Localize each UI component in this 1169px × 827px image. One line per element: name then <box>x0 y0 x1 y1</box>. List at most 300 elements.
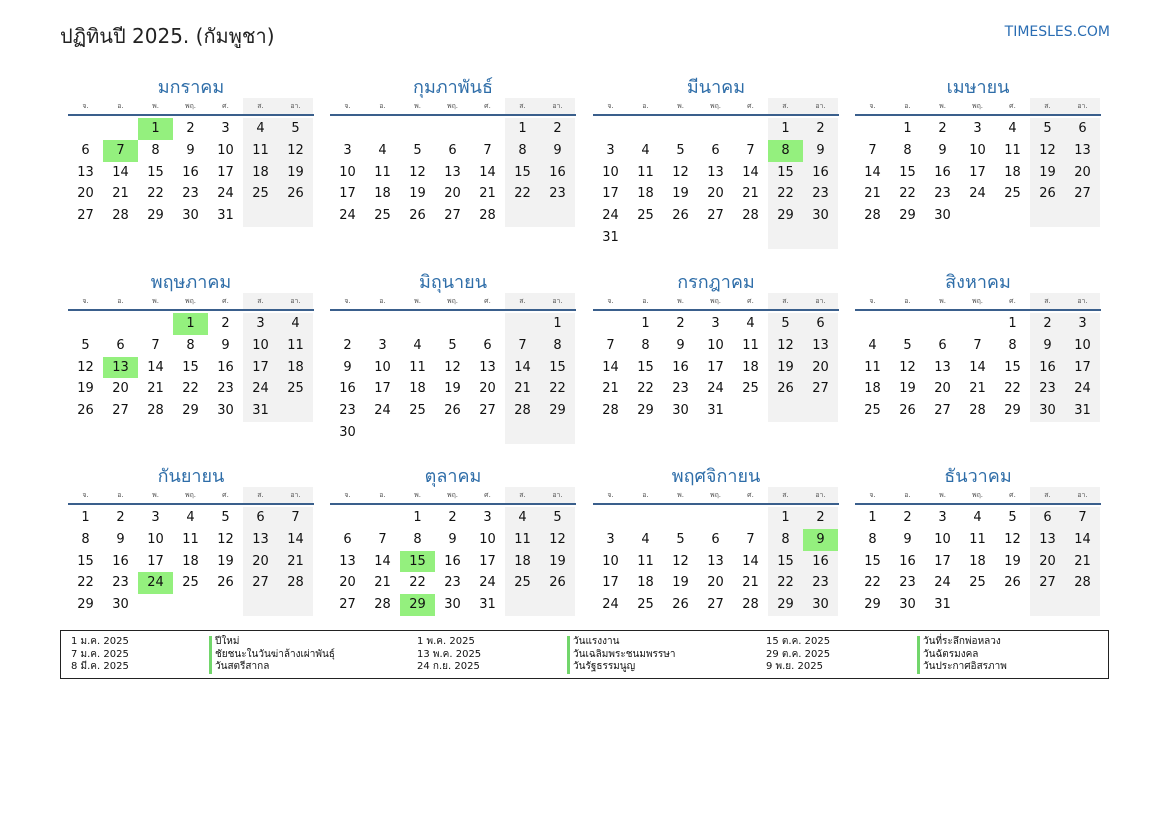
day-cell: 9 <box>803 140 838 162</box>
legend-date: 9 พ.ย. 2025 <box>766 661 823 672</box>
day-cell: 4 <box>746 316 755 331</box>
weekday-header <box>68 487 314 505</box>
day-cell: 25 <box>1004 186 1021 202</box>
weekday-label: ศ. <box>747 491 754 499</box>
day-cell: 18 <box>637 575 654 591</box>
day-cell: 11 <box>243 140 278 162</box>
empty-cell <box>995 205 1030 227</box>
day-cell: 26 <box>899 403 916 419</box>
weekday-label: อา. <box>803 293 838 309</box>
month-block <box>593 461 839 616</box>
day-cell: 10 <box>147 531 164 547</box>
weekday-label: อ. <box>642 297 649 305</box>
day-cell: 5 <box>903 337 912 353</box>
empty-cell <box>733 400 768 422</box>
day-cell: 3 <box>606 531 615 547</box>
empty-cell <box>330 313 365 335</box>
weekday-label: ศ. <box>222 491 229 499</box>
day-cell: 13 <box>243 529 278 551</box>
weekday-label: พ. <box>677 102 684 110</box>
day-cell: 12 <box>444 359 461 375</box>
holiday-day-cell: 7 <box>103 140 138 162</box>
month-block <box>330 461 576 616</box>
day-cell: 4 <box>243 118 278 140</box>
day-cell: 6 <box>343 531 352 547</box>
day-cell: 23 <box>444 575 461 591</box>
day-cell: 4 <box>1008 121 1017 136</box>
day-cell: 2 <box>343 337 352 353</box>
day-cell: 6 <box>483 337 492 353</box>
day-cell: 14 <box>147 359 164 375</box>
empty-cell <box>890 313 925 335</box>
day-cell: 13 <box>707 553 724 569</box>
weekday-label: ศ. <box>222 102 229 110</box>
day-cell: 15 <box>77 553 94 569</box>
empty-cell <box>855 313 890 335</box>
weekday-label: อ. <box>117 297 124 305</box>
day-cell: 26 <box>672 208 689 224</box>
weekday-label: พฤ. <box>971 297 984 305</box>
day-cell: 11 <box>182 531 199 547</box>
weekday-label: พ. <box>152 297 159 305</box>
day-cell: 8 <box>868 531 877 547</box>
day-cell: 23 <box>803 183 838 205</box>
weekday-label: จ. <box>607 297 614 305</box>
day-cell: 8 <box>768 529 803 551</box>
day-cell: 21 <box>602 381 619 397</box>
day-cell: 19 <box>672 186 689 202</box>
day-cell: 2 <box>676 316 685 331</box>
day-cell: 1 <box>868 510 877 525</box>
empty-cell <box>768 400 803 422</box>
day-cell: 21 <box>505 378 540 400</box>
empty-cell <box>960 594 995 616</box>
day-cell: 17 <box>339 186 356 202</box>
weekday-label: อ. <box>904 491 911 499</box>
weekday-label: ศ. <box>484 491 491 499</box>
day-cell: 14 <box>602 359 619 375</box>
empty-cell <box>663 507 698 529</box>
day-cell: 12 <box>278 140 313 162</box>
day-cell: 29 <box>77 597 94 613</box>
day-cell: 4 <box>186 510 195 525</box>
day-cell: 11 <box>637 553 654 569</box>
day-cell: 27 <box>934 403 951 419</box>
day-cell: 22 <box>77 575 94 591</box>
day-cell: 3 <box>973 121 982 136</box>
empty-cell <box>138 594 173 616</box>
day-cell: 6 <box>803 313 838 335</box>
day-cell: 27 <box>1065 183 1100 205</box>
weekday-label: จ. <box>82 102 89 110</box>
day-cell: 17 <box>217 164 234 180</box>
day-cell: 22 <box>540 378 575 400</box>
day-cell: 18 <box>742 359 759 375</box>
empty-cell <box>68 118 103 140</box>
day-cell: 13 <box>77 164 94 180</box>
weekday-label: อา. <box>540 293 575 309</box>
empty-cell <box>505 313 540 335</box>
empty-cell <box>593 507 628 529</box>
day-cell: 23 <box>672 381 689 397</box>
day-cell: 7 <box>483 142 492 158</box>
day-cell: 30 <box>934 208 951 224</box>
month-name: ตุลาคม <box>424 466 482 487</box>
legend-name: วันเฉลิมพระชนมพรรษา <box>567 649 676 662</box>
month-block <box>68 267 314 422</box>
month-name: ธันวาคม <box>944 466 1012 487</box>
empty-cell <box>400 313 435 335</box>
day-cell: 14 <box>278 529 313 551</box>
day-cell: 24 <box>707 381 724 397</box>
day-cell: 4 <box>413 337 422 353</box>
day-cell: 8 <box>151 142 160 158</box>
day-cell: 21 <box>864 186 881 202</box>
weekday-label: อ. <box>379 297 386 305</box>
holiday-legend <box>60 630 1109 679</box>
day-cell: 20 <box>707 186 724 202</box>
month-name: พฤศจิกายน <box>671 466 761 487</box>
weekday-label: พ. <box>414 491 421 499</box>
legend-date: 8 มี.ค. 2025 <box>71 661 129 672</box>
weekday-label: ส. <box>768 98 803 114</box>
day-cell: 28 <box>278 572 313 594</box>
empty-cell <box>400 422 435 444</box>
day-cell: 6 <box>711 531 720 547</box>
day-cell: 27 <box>77 208 94 224</box>
day-cell: 19 <box>444 381 461 397</box>
day-cell: 12 <box>899 359 916 375</box>
day-cell: 20 <box>444 186 461 202</box>
day-cell: 2 <box>938 121 947 136</box>
day-cell: 2 <box>803 507 838 529</box>
month-name: กรกฎาคม <box>677 272 755 293</box>
day-cell: 12 <box>1030 140 1065 162</box>
weekday-label: จ. <box>869 491 876 499</box>
day-cell: 8 <box>1008 337 1017 353</box>
day-cell: 12 <box>768 335 803 357</box>
empty-cell <box>768 227 803 249</box>
day-cell: 15 <box>899 164 916 180</box>
legend-date: 1 ม.ค. 2025 <box>71 636 129 647</box>
legend-names-col-1 <box>209 636 335 674</box>
day-cell: 16 <box>1030 357 1065 379</box>
day-cell: 23 <box>540 183 575 205</box>
weekday-label: ศ. <box>1009 102 1016 110</box>
empty-cell <box>435 422 470 444</box>
day-cell: 29 <box>1004 403 1021 419</box>
day-cell: 12 <box>409 164 426 180</box>
day-cell: 10 <box>339 164 356 180</box>
empty-cell <box>698 507 733 529</box>
day-cell: 6 <box>1065 118 1100 140</box>
day-cell: 9 <box>343 359 352 375</box>
page-title: ปฏิทินปี 2025. (กัมพูชา) <box>60 24 275 48</box>
day-cell: 23 <box>1030 378 1065 400</box>
day-cell: 21 <box>969 381 986 397</box>
legend-names-col-3 <box>917 636 1007 674</box>
day-cell: 11 <box>409 359 426 375</box>
holiday-day-cell: 24 <box>138 572 173 594</box>
day-cell: 1 <box>505 118 540 140</box>
legend-name: วันประกาศอิสรภาพ <box>917 661 1007 674</box>
day-cell: 13 <box>479 359 496 375</box>
month-block <box>68 72 314 227</box>
day-cell: 17 <box>602 575 619 591</box>
empty-cell <box>995 594 1030 616</box>
day-cell: 29 <box>182 403 199 419</box>
legend-date: 1 พ.ค. 2025 <box>417 636 475 647</box>
empty-cell <box>173 594 208 616</box>
day-cell: 6 <box>116 337 125 353</box>
empty-cell <box>505 594 540 616</box>
day-cell: 9 <box>1030 335 1065 357</box>
day-cell: 24 <box>934 575 951 591</box>
day-cell: 22 <box>864 575 881 591</box>
day-cell: 5 <box>448 337 457 353</box>
empty-cell <box>435 313 470 335</box>
site-link[interactable]: TIMESLES.COM <box>1004 24 1110 40</box>
day-cell: 16 <box>934 164 951 180</box>
day-cell: 13 <box>339 553 356 569</box>
day-cell: 17 <box>374 381 391 397</box>
day-cell: 2 <box>116 510 125 525</box>
day-cell: 29 <box>768 205 803 227</box>
day-cell: 11 <box>864 359 881 375</box>
holiday-day-cell: 29 <box>400 594 435 616</box>
day-cell: 9 <box>448 531 457 547</box>
day-cell: 15 <box>182 359 199 375</box>
weekday-label: พฤ. <box>184 491 197 499</box>
day-cell: 20 <box>803 357 838 379</box>
day-cell: 7 <box>746 142 755 158</box>
weekday-label: พ. <box>677 491 684 499</box>
weekday-label: อา. <box>278 293 313 309</box>
weekday-label: อา. <box>803 98 838 114</box>
weekday-label: พ. <box>414 297 421 305</box>
day-cell: 12 <box>77 359 94 375</box>
weekday-label: ส. <box>243 98 278 114</box>
day-cell: 10 <box>1065 335 1100 357</box>
day-cell: 14 <box>505 357 540 379</box>
day-cell: 19 <box>1004 553 1021 569</box>
empty-cell <box>470 118 505 140</box>
days-grid <box>593 313 838 422</box>
weekday-label: พฤ. <box>184 297 197 305</box>
weekday-header <box>855 487 1101 505</box>
day-cell: 29 <box>637 403 654 419</box>
day-cell: 14 <box>742 553 759 569</box>
weekday-label: อ. <box>904 297 911 305</box>
day-cell: 11 <box>969 531 986 547</box>
weekday-label: จ. <box>82 297 89 305</box>
day-cell: 20 <box>934 381 951 397</box>
day-cell: 13 <box>1030 529 1065 551</box>
day-cell: 26 <box>540 572 575 594</box>
day-cell: 22 <box>768 183 803 205</box>
weekday-label: อ. <box>379 102 386 110</box>
weekday-label: อ. <box>379 491 386 499</box>
empty-cell <box>1030 594 1065 616</box>
legend-date: 29 ต.ค. 2025 <box>766 648 831 660</box>
day-cell: 4 <box>868 337 877 353</box>
day-cell: 3 <box>711 316 720 331</box>
empty-cell <box>278 205 313 227</box>
day-cell: 15 <box>147 164 164 180</box>
weekday-label: อ. <box>117 491 124 499</box>
day-cell: 2 <box>540 118 575 140</box>
empty-cell <box>505 422 540 444</box>
empty-cell <box>733 507 768 529</box>
weekday-label: พฤ. <box>971 491 984 499</box>
day-cell: 12 <box>217 531 234 547</box>
day-cell: 24 <box>479 575 496 591</box>
day-cell: 20 <box>77 186 94 202</box>
day-cell: 16 <box>672 359 689 375</box>
empty-cell <box>330 507 365 529</box>
legend-name: วันแรงงาน <box>567 636 676 649</box>
day-cell: 8 <box>540 335 575 357</box>
weekday-label: ส. <box>768 293 803 309</box>
empty-cell <box>663 227 698 249</box>
month-name: มกราคม <box>157 77 225 98</box>
day-cell: 28 <box>969 403 986 419</box>
day-cell: 28 <box>479 208 496 224</box>
day-cell: 31 <box>479 597 496 613</box>
weekday-label: พ. <box>939 297 946 305</box>
legend-date: 15 ต.ค. 2025 <box>766 636 831 647</box>
day-cell: 16 <box>803 162 838 184</box>
day-cell: 30 <box>803 594 838 616</box>
day-cell: 30 <box>899 597 916 613</box>
empty-cell <box>593 118 628 140</box>
day-cell: 5 <box>540 507 575 529</box>
day-cell: 31 <box>602 229 619 245</box>
day-cell: 5 <box>1030 118 1065 140</box>
day-cell: 7 <box>973 337 982 353</box>
day-cell: 22 <box>147 186 164 202</box>
weekday-label: จ. <box>607 491 614 499</box>
day-cell: 6 <box>81 142 90 158</box>
day-cell: 19 <box>217 553 234 569</box>
weekday-label: พ. <box>152 102 159 110</box>
day-cell: 27 <box>112 403 129 419</box>
day-cell: 13 <box>934 359 951 375</box>
empty-cell <box>593 313 628 335</box>
day-cell: 30 <box>1030 400 1065 422</box>
day-cell: 18 <box>409 381 426 397</box>
day-cell: 16 <box>217 359 234 375</box>
day-cell: 1 <box>413 510 422 525</box>
weekday-label: พ. <box>152 491 159 499</box>
day-cell: 7 <box>746 531 755 547</box>
day-cell: 22 <box>505 183 540 205</box>
weekday-label: ส. <box>243 487 278 503</box>
weekday-label: พฤ. <box>709 297 722 305</box>
day-cell: 17 <box>243 357 278 379</box>
legend-dates-col-2 <box>417 636 481 674</box>
day-cell: 30 <box>803 205 838 227</box>
legend-name: ปีใหม่ <box>209 636 335 649</box>
weekday-label: พ. <box>677 297 684 305</box>
day-cell: 18 <box>182 553 199 569</box>
day-cell: 19 <box>278 162 313 184</box>
day-cell: 25 <box>243 183 278 205</box>
day-cell: 31 <box>934 597 951 613</box>
legend-date: 7 ม.ค. 2025 <box>71 648 129 660</box>
weekday-label: ส. <box>505 98 540 114</box>
holiday-day-cell: 9 <box>803 529 838 551</box>
weekday-header <box>593 98 839 116</box>
weekday-header <box>330 98 576 116</box>
month-name: มีนาคม <box>686 77 746 98</box>
day-cell: 29 <box>147 208 164 224</box>
day-cell: 24 <box>1065 378 1100 400</box>
day-cell: 19 <box>409 186 426 202</box>
day-cell: 6 <box>938 337 947 353</box>
empty-cell <box>278 400 313 422</box>
legend-name: ชัยชนะในวันฆ่าล้างเผ่าพันธุ์ <box>209 649 335 662</box>
legend-dates-col-3 <box>766 636 830 674</box>
day-cell: 13 <box>444 164 461 180</box>
weekday-label: ศ. <box>747 297 754 305</box>
day-cell: 5 <box>1008 510 1017 525</box>
legend-name: วันฉัตรมงคล <box>917 649 1007 662</box>
weekday-label: อา. <box>540 487 575 503</box>
day-cell: 20 <box>112 381 129 397</box>
day-cell: 24 <box>602 208 619 224</box>
day-cell: 24 <box>339 208 356 224</box>
day-cell: 24 <box>969 186 986 202</box>
empty-cell <box>698 227 733 249</box>
legend-name: วันที่ระลึกพ่อหลวง <box>917 636 1007 649</box>
weekday-header <box>330 487 576 505</box>
day-cell: 12 <box>672 553 689 569</box>
empty-cell <box>663 118 698 140</box>
day-cell: 16 <box>112 553 129 569</box>
day-cell: 25 <box>505 572 540 594</box>
empty-cell <box>540 205 575 227</box>
weekday-label: อา. <box>1065 293 1100 309</box>
month-name: มิถุนายน <box>418 272 488 293</box>
day-cell: 14 <box>864 164 881 180</box>
weekday-label: จ. <box>869 102 876 110</box>
day-cell: 14 <box>112 164 129 180</box>
weekday-label: อ. <box>904 102 911 110</box>
day-cell: 11 <box>374 164 391 180</box>
weekday-label: พฤ. <box>709 491 722 499</box>
weekday-label: จ. <box>344 491 351 499</box>
day-cell: 2 <box>903 510 912 525</box>
empty-cell <box>103 313 138 335</box>
day-cell: 10 <box>969 142 986 158</box>
empty-cell <box>960 313 995 335</box>
day-cell: 21 <box>742 575 759 591</box>
legend-date: 24 ก.ย. 2025 <box>417 661 480 672</box>
empty-cell <box>540 422 575 444</box>
day-cell: 3 <box>243 313 278 335</box>
days-grid <box>855 118 1100 227</box>
day-cell: 25 <box>742 381 759 397</box>
day-cell: 4 <box>641 142 650 158</box>
days-grid <box>855 507 1100 616</box>
empty-cell <box>540 594 575 616</box>
day-cell: 4 <box>378 142 387 158</box>
holiday-day-cell: 1 <box>173 313 208 335</box>
day-cell: 23 <box>112 575 129 591</box>
day-cell: 6 <box>448 142 457 158</box>
day-cell: 28 <box>112 208 129 224</box>
